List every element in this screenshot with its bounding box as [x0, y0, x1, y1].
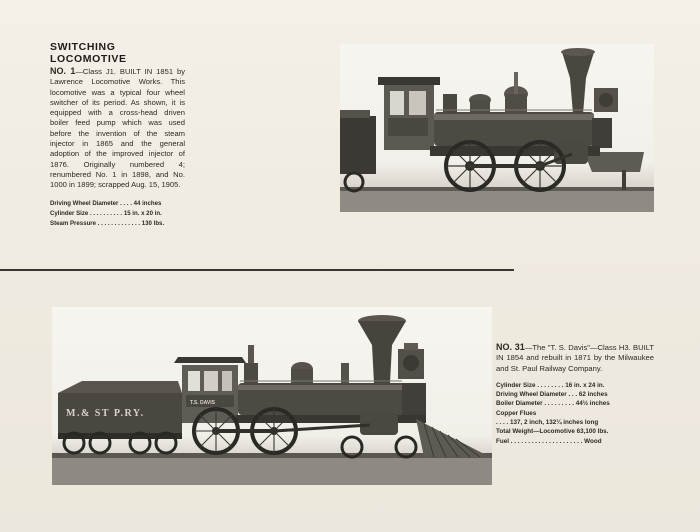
loco-31-text-block	[496, 342, 654, 446]
spec-row: Driving Wheel Diameter . . . . 44 inches	[50, 199, 162, 207]
spec-row: Fuel . . . . . . . . . . . . . . . . . . . . . Wood	[496, 437, 602, 445]
spec-row: Cylinder Size . . . . . . . . 16 in. x 24 in.	[496, 381, 605, 389]
loco-1-photograph	[340, 44, 654, 212]
tender-lettering: M.& ST P.RY.	[66, 408, 145, 419]
section-heading: SWITCHING LOCOMOTIVE	[50, 41, 127, 65]
spec-row: Boiler Diameter . . . . . . . . . 44½ inches	[496, 400, 610, 408]
loco-1-text-block	[50, 41, 185, 229]
spec-row: Cylinder Size . . . . . . . . . . 15 in. x 20 in.	[50, 209, 162, 217]
loco-31-photograph	[52, 307, 492, 485]
loco-1-description-text: —Class J1. BUILT IN 1851 by Lawrence Locomotive Works. This locomotive was a typical four wheel switcher of its period. As shown, it is equipped with a cross-head driven boiler feed pump which was used before the invention of the steam injector in 1865 and the general adoption of the improved injector of 1876. Originally numbered 4; renumbered No. 1 in 1898, and No. 1000 in 1899; scrapped Aug. 15, 1905.	[50, 67, 185, 190]
loco-31-description-text: —The "T. S. Davis"—Class H3. BUILT IN 1854 and rebuilt in 1871 by the Milwaukee and St. Paul Railway Company.	[496, 343, 655, 373]
loco-31-specs	[496, 381, 654, 446]
spec-row: Steam Pressure . . . . . . . . . . . . . 130 lbs.	[50, 219, 165, 227]
spec-row: Driving Wheel Diameter . . . 62 inches	[496, 391, 608, 399]
loco-1-number: NO. 1	[50, 66, 76, 76]
american-locomotive-illustration	[52, 307, 492, 485]
loco-31-description	[496, 342, 654, 374]
section-divider	[0, 269, 514, 271]
spec-row: . . . . 137, 2 inch, 132¼ inches long	[496, 419, 599, 427]
loco-1-specs	[50, 199, 185, 229]
spec-row: Copper Flues	[496, 409, 537, 417]
loco-31-number: NO. 31	[496, 342, 525, 352]
loco-1-description	[50, 66, 185, 191]
cab-nameplate: T.S. DAVIS	[190, 400, 215, 406]
spec-row: Total Weight—Locomotive 63,100 lbs.	[496, 428, 609, 436]
switcher-locomotive-illustration	[340, 44, 654, 212]
